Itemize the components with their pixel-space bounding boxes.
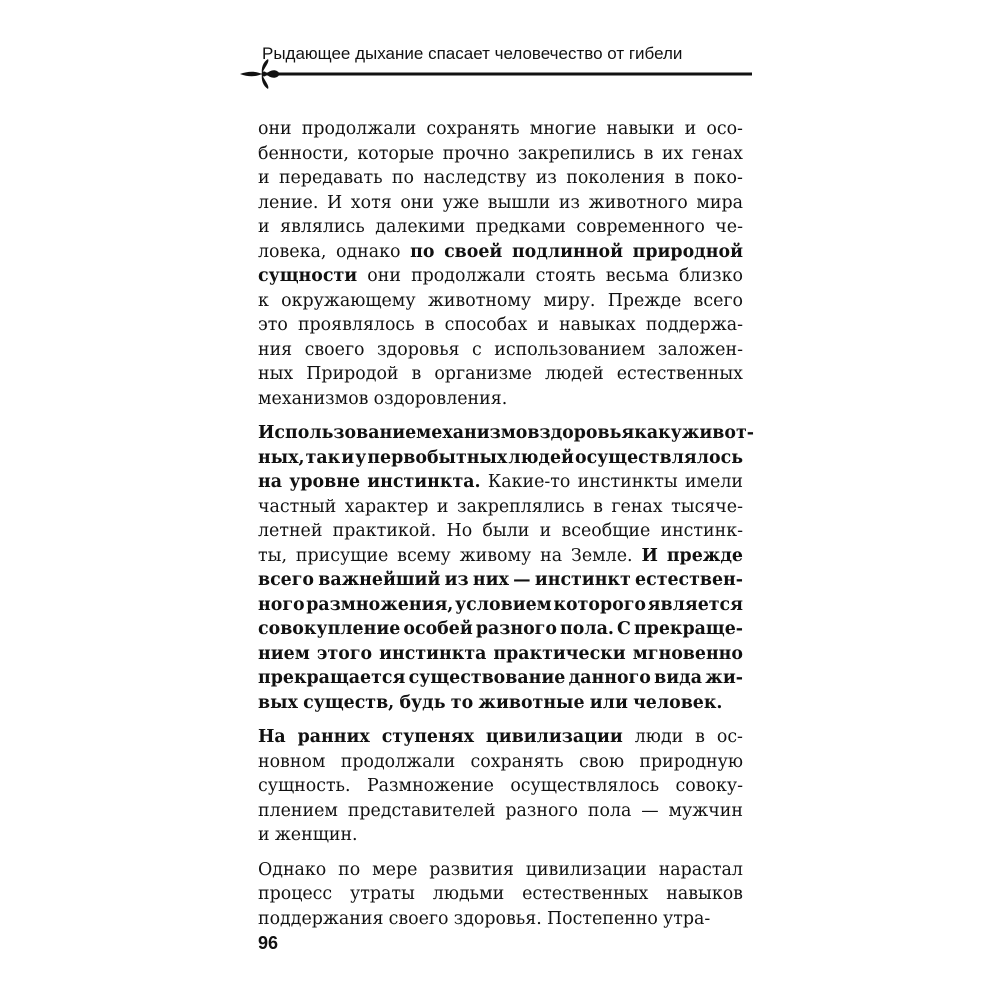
word: инстинкта xyxy=(379,643,487,664)
fleuron-divider-icon xyxy=(232,58,752,90)
word: которые xyxy=(357,143,435,164)
word: Размножение xyxy=(366,776,494,796)
text-line xyxy=(258,240,743,265)
word: будь xyxy=(399,692,446,713)
text-line xyxy=(258,642,743,667)
word: существование xyxy=(408,668,566,688)
word: инстинкта. xyxy=(367,472,481,492)
word: всего xyxy=(258,570,314,590)
word: совоку- xyxy=(675,776,743,796)
word: совокупление xyxy=(258,619,401,639)
word: всеобщие xyxy=(561,521,651,541)
word: многие xyxy=(529,119,597,139)
word: на xyxy=(258,472,282,492)
word: это xyxy=(258,315,288,335)
word: цивилизации xyxy=(485,727,623,747)
word: жи- xyxy=(705,668,743,688)
word: прежде xyxy=(666,545,743,566)
word: навыков xyxy=(666,884,743,904)
word: в xyxy=(593,496,603,517)
word: частный xyxy=(258,496,337,517)
text-line xyxy=(258,799,743,824)
word: у xyxy=(355,447,367,468)
page-number: 96 xyxy=(258,933,279,953)
word: женщин. xyxy=(274,825,358,845)
word: естественных xyxy=(616,364,743,384)
word: ния xyxy=(258,339,293,360)
word: разного xyxy=(475,619,557,639)
word: и xyxy=(341,447,355,468)
word: закреплялись xyxy=(456,496,585,517)
word: имели xyxy=(684,472,743,492)
word: развития xyxy=(429,859,514,880)
word: поддержа- xyxy=(645,315,743,335)
text-line xyxy=(258,470,743,495)
word: че- xyxy=(715,217,743,237)
paragraph xyxy=(258,421,754,715)
word: Однако xyxy=(258,859,327,880)
word: оздоровления. xyxy=(373,388,508,409)
text-line xyxy=(258,907,743,932)
word: то xyxy=(450,692,474,713)
word: являлись xyxy=(280,217,365,237)
word: генах xyxy=(691,143,743,164)
word: инстинк- xyxy=(660,521,743,541)
word: и xyxy=(684,119,697,139)
word: животные xyxy=(478,692,585,713)
word: с xyxy=(472,339,482,360)
word: — xyxy=(641,800,659,821)
word: прекращается xyxy=(258,668,406,688)
word: характер xyxy=(344,496,429,517)
word: разного xyxy=(505,800,579,821)
word: своего xyxy=(388,908,449,929)
word: были xyxy=(482,521,530,541)
word: особей xyxy=(403,619,473,639)
word: ных, xyxy=(258,447,305,468)
word: них xyxy=(472,570,509,590)
word: людьми xyxy=(432,884,505,904)
word: к xyxy=(258,290,269,311)
word: ос- xyxy=(716,727,743,747)
word: на xyxy=(540,545,563,566)
word: живому xyxy=(459,545,532,566)
text-line xyxy=(258,166,743,191)
text-line xyxy=(258,446,743,471)
word: всего xyxy=(693,290,743,311)
word: Постепенно xyxy=(546,908,658,929)
text-line xyxy=(258,215,743,240)
text-line xyxy=(258,823,743,848)
word: всему xyxy=(397,545,451,566)
word: прекраще- xyxy=(633,619,743,639)
word: и xyxy=(539,521,552,541)
word: важнейший xyxy=(318,570,441,590)
word: нием xyxy=(258,643,310,664)
word: продолжали xyxy=(301,119,417,139)
word: и xyxy=(258,168,270,188)
word: вышли xyxy=(487,192,551,213)
word: осуществлялось xyxy=(510,776,660,796)
word: людей xyxy=(544,364,604,384)
word: подлинной xyxy=(511,241,623,262)
text-line xyxy=(258,191,743,216)
text-line xyxy=(258,264,743,289)
word: как xyxy=(634,423,671,443)
word: из xyxy=(444,570,469,590)
word: здоровья xyxy=(539,423,635,443)
text-line xyxy=(258,338,743,363)
word: цивилизации xyxy=(525,859,647,880)
text-line xyxy=(258,774,743,799)
text-line xyxy=(258,725,743,750)
word: И xyxy=(641,545,658,566)
text-line xyxy=(258,289,743,314)
word: в xyxy=(695,727,705,747)
word: бенности, xyxy=(258,143,349,164)
word: близко xyxy=(679,266,743,286)
body-text xyxy=(258,117,754,931)
word: организме xyxy=(434,364,532,384)
text-line xyxy=(258,750,743,775)
word: поколения xyxy=(566,168,666,188)
word: Использование xyxy=(258,423,417,443)
word: предками xyxy=(475,217,566,237)
word: окружающему xyxy=(281,290,416,311)
word: из xyxy=(535,168,557,188)
word: прочно xyxy=(442,143,510,164)
text-line xyxy=(258,387,743,412)
word: И xyxy=(326,192,343,213)
word: ступенях xyxy=(381,727,474,747)
text-line xyxy=(258,593,743,618)
word: передавать xyxy=(278,168,383,188)
word: Какие-то xyxy=(487,472,571,492)
paragraph xyxy=(258,858,743,932)
word: утра- xyxy=(663,908,711,929)
word: пола. xyxy=(560,619,614,639)
word: процесс xyxy=(258,884,333,904)
word: мира xyxy=(696,192,743,213)
word: которого xyxy=(553,594,646,615)
word: животному xyxy=(427,290,532,311)
word: — xyxy=(513,570,531,590)
word: условием xyxy=(455,594,552,615)
text-line xyxy=(258,519,743,544)
word: животного xyxy=(588,192,688,213)
word: новном xyxy=(258,751,326,772)
word: в xyxy=(674,168,685,188)
word: людей xyxy=(508,447,574,468)
paragraph-gap xyxy=(258,848,743,858)
word: миру. xyxy=(543,290,596,311)
word: живот- xyxy=(681,423,754,443)
word: однако xyxy=(336,241,401,262)
word: инстинкт xyxy=(534,570,631,590)
text-line xyxy=(258,544,743,569)
word: человек. xyxy=(633,692,723,713)
word: Земле. xyxy=(571,545,633,566)
word: навыках xyxy=(559,315,636,335)
word: весьма xyxy=(605,266,669,286)
word: тысяче- xyxy=(671,496,743,517)
word: проявлялось xyxy=(297,315,415,335)
word: инстинкты xyxy=(577,472,678,492)
word: поко- xyxy=(693,168,743,188)
word: практикой. xyxy=(332,521,437,541)
word: использованием xyxy=(494,339,646,360)
paragraph xyxy=(258,117,743,411)
word: Прежде xyxy=(607,290,682,311)
text-line xyxy=(258,117,743,142)
word: мгновенно xyxy=(632,643,743,664)
word: они xyxy=(258,119,292,139)
word: ных xyxy=(258,364,294,384)
word: представителей xyxy=(347,800,496,821)
word: они xyxy=(367,266,401,286)
word: мере xyxy=(372,859,418,880)
word: их xyxy=(661,143,684,164)
word: практически xyxy=(493,643,626,664)
word: наследству xyxy=(423,168,527,188)
word: своего xyxy=(304,339,365,360)
word: летней xyxy=(258,521,323,541)
word: здоровья. xyxy=(453,908,542,929)
word: Природой xyxy=(306,364,399,384)
text-line xyxy=(258,421,754,446)
word: На xyxy=(258,727,286,747)
word: поддержания xyxy=(258,908,384,929)
paragraph xyxy=(258,725,743,848)
paragraph-gap xyxy=(258,715,743,725)
word: ранних xyxy=(297,727,370,747)
word: осо- xyxy=(706,119,743,139)
word: данного xyxy=(568,668,651,688)
word: этого xyxy=(316,643,373,664)
word: генах xyxy=(611,496,663,517)
word: первобытных xyxy=(367,447,508,468)
text-line xyxy=(258,313,743,338)
word: по xyxy=(391,168,414,188)
word: и xyxy=(436,496,449,517)
text-line xyxy=(258,882,743,907)
word: механизмов xyxy=(416,423,540,443)
paragraph-gap xyxy=(258,411,743,421)
word: ты, xyxy=(258,545,287,566)
text-line xyxy=(258,858,743,883)
word: ловека, xyxy=(258,241,327,262)
word: так xyxy=(305,447,341,468)
word: природную xyxy=(639,751,743,772)
word: ление. xyxy=(258,192,319,213)
word: утраты xyxy=(350,884,415,904)
word: и xyxy=(537,315,549,335)
text-line xyxy=(258,568,743,593)
word: вых xyxy=(258,692,298,713)
word: свою xyxy=(578,751,625,772)
word: ного xyxy=(258,594,305,615)
word: плением xyxy=(258,800,338,821)
word: продолжали xyxy=(340,751,456,772)
word: уровне xyxy=(289,472,361,492)
word: из xyxy=(558,192,580,213)
word: по xyxy=(338,859,361,880)
word: своей xyxy=(444,241,503,262)
word: в xyxy=(643,143,654,164)
word: существ, xyxy=(303,692,395,713)
word: продолжали xyxy=(411,266,526,286)
word: они xyxy=(400,192,434,213)
word: хотя xyxy=(350,192,392,213)
word: далекими xyxy=(375,217,466,237)
word: в xyxy=(424,315,435,335)
word: естественных xyxy=(522,884,649,904)
word: у xyxy=(670,423,682,443)
text-line xyxy=(258,691,743,716)
word: сущность. xyxy=(258,776,351,796)
text-line xyxy=(258,495,743,520)
running-header-title: Рыдающее дыхание спасает человечество от гибели xyxy=(262,44,683,63)
text-line xyxy=(258,666,743,691)
word: и xyxy=(258,825,270,845)
word: и xyxy=(258,217,270,237)
word: вида xyxy=(654,668,702,688)
word: осуществлялось xyxy=(574,447,743,468)
word: является xyxy=(647,594,743,615)
word: размножения, xyxy=(306,594,454,615)
word: пола xyxy=(587,800,632,821)
word: навыки xyxy=(606,119,675,139)
word: способах xyxy=(444,315,528,335)
word: стоять xyxy=(535,266,596,286)
word: или xyxy=(589,692,628,713)
word: здоровья xyxy=(377,339,460,360)
word: современного xyxy=(576,217,705,237)
text-line xyxy=(258,362,743,387)
word: Но xyxy=(446,521,473,541)
word: нарастал xyxy=(658,859,743,880)
word: естествен- xyxy=(635,570,743,590)
word: сохранять xyxy=(470,751,564,772)
word: мужчин xyxy=(668,800,743,821)
word: в xyxy=(411,364,422,384)
text-line xyxy=(258,142,743,167)
word: сущности xyxy=(258,266,358,286)
word: механизмов xyxy=(258,388,369,409)
word: заложен- xyxy=(657,339,743,360)
word: сохранять xyxy=(426,119,520,139)
word: уже xyxy=(442,192,480,213)
word: присущие xyxy=(295,545,389,566)
word: закрепились xyxy=(517,143,636,164)
word: люди xyxy=(634,727,684,747)
word: по xyxy=(410,241,435,262)
word: С xyxy=(617,619,631,639)
word: природной xyxy=(632,241,743,262)
text-line xyxy=(258,617,743,642)
